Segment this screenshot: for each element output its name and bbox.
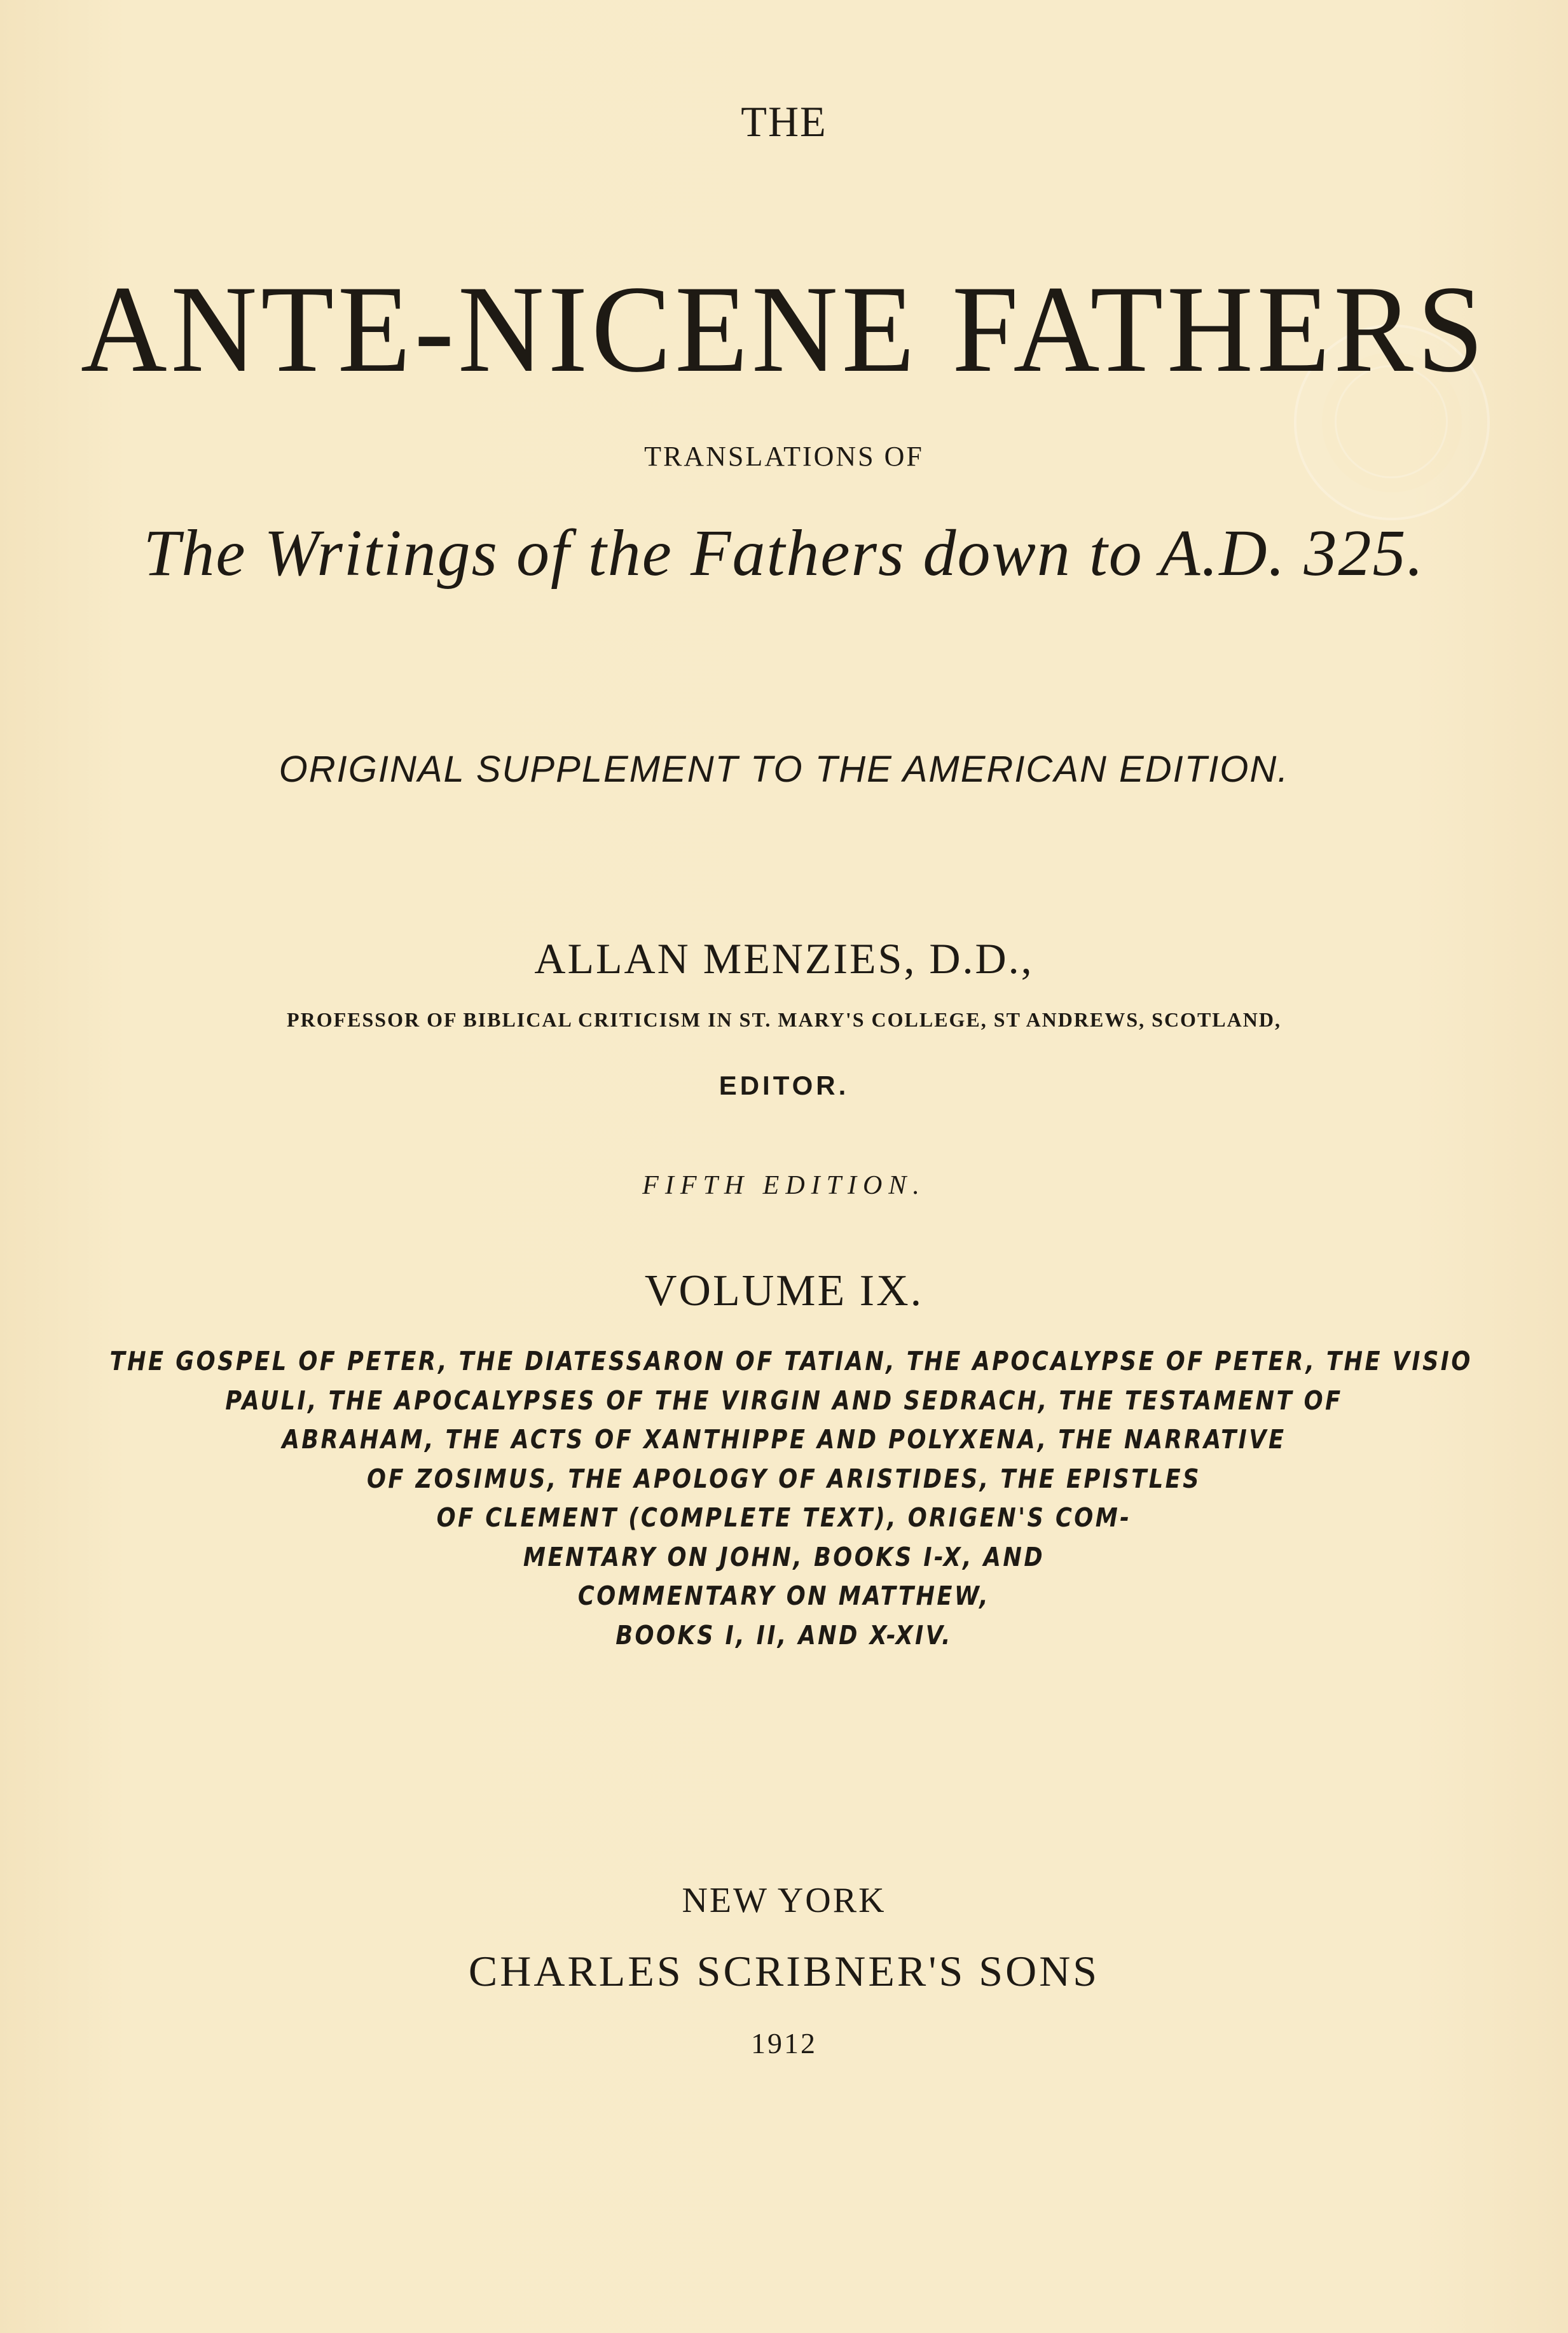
contents-line: BOOKS I, II, AND X-XIV.: [616, 1619, 952, 1651]
editor-name: ALLAN MENZIES, D.D.,: [534, 934, 1034, 983]
supplement-line: ORIGINAL SUPPLEMENT TO THE AMERICAN EDITION.: [279, 749, 1289, 790]
contents-line: COMMENTARY ON MATTHEW,: [577, 1581, 991, 1611]
contents-line: ABRAHAM, THE ACTS OF XANTHIPPE AND POLYXENA, THE NARRATIVE: [282, 1424, 1286, 1455]
contents-line: OF CLEMENT (COMPLETE TEXT), ORIGEN'S COM-: [436, 1502, 1132, 1533]
contents-line: PAULI, THE APOCALYPSES OF THE VIRGIN AND SEDRACH, THE TESTAMENT OF: [225, 1385, 1343, 1416]
volume-contents: [0, 1342, 1568, 1655]
contents-line: OF ZOSIMUS, THE APOLOGY OF ARISTIDES, THE EPISTLES: [367, 1463, 1201, 1494]
subtitle: The Writings of the Fathers down to A.D. 325.: [143, 516, 1425, 590]
contents-line: THE GOSPEL OF PETER, THE DIATESSARON OF TATIAN, THE APOCALYPSE OF PETER, THE VISIO: [109, 1346, 1473, 1376]
translations-label: TRANSLATIONS OF: [644, 441, 924, 472]
volume-number: VOLUME IX.: [644, 1266, 924, 1315]
imprint-place: NEW YORK: [682, 1881, 886, 1920]
imprint-year: 1912: [751, 2027, 817, 2060]
title-article: THE: [741, 97, 827, 146]
imprint-publisher: CHARLES SCRIBNER'S SONS: [468, 1947, 1100, 1995]
editor-role: EDITOR.: [719, 1070, 849, 1100]
editor-position: PROFESSOR OF BIBLICAL CRITICISM IN ST. MARY'S COLLEGE, ST ANDREWS, SCOTLAND,: [287, 1008, 1281, 1031]
contents-line: MENTARY ON JOHN, BOOKS I-X, AND: [523, 1541, 1045, 1572]
edition: FIFTH EDITION.: [642, 1171, 926, 1200]
main-title: ANTE-NICENE FATHERS: [80, 260, 1488, 398]
